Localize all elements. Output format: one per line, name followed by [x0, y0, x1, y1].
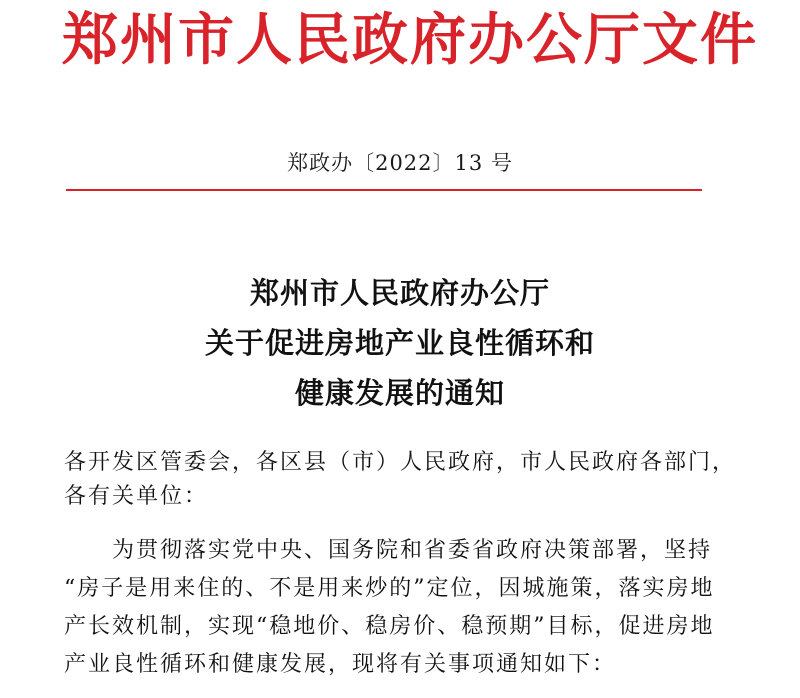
title-line-1: 郑州市人民政府办公厅	[249, 276, 550, 310]
body-paragraph	[64, 532, 724, 684]
title-line-2: 关于促进房地产业良性循环和	[204, 326, 595, 360]
addressee-line-1: 各开发区管委会，各区县（市）人民政府，市人民政府各部门，	[64, 450, 737, 475]
document-number: 郑政办〔2022〕13 号	[287, 151, 513, 175]
paragraph-line-1: 为贯彻落实党中央、国务院和省委省政府决策部署，坚持	[64, 538, 713, 563]
paragraph-line-4: 产业良性循环和健康发展，现将有关事项通知如下：	[64, 652, 617, 677]
document-title	[0, 268, 800, 418]
red-divider-line	[66, 189, 702, 191]
paragraph-line-2: “房子是用来住的、不是用来炒的”定位，因城施策，落实房地	[64, 576, 715, 601]
paragraph-line-3: 产长效机制，实现“稳地价、稳房价、稳预期”目标，促进房地	[64, 614, 715, 639]
document-masthead: 郑州市人民政府办公厅文件	[62, 7, 758, 73]
addressee-line-2: 各有关单位：	[64, 484, 209, 509]
title-line-3: 健康发展的通知	[294, 376, 505, 410]
